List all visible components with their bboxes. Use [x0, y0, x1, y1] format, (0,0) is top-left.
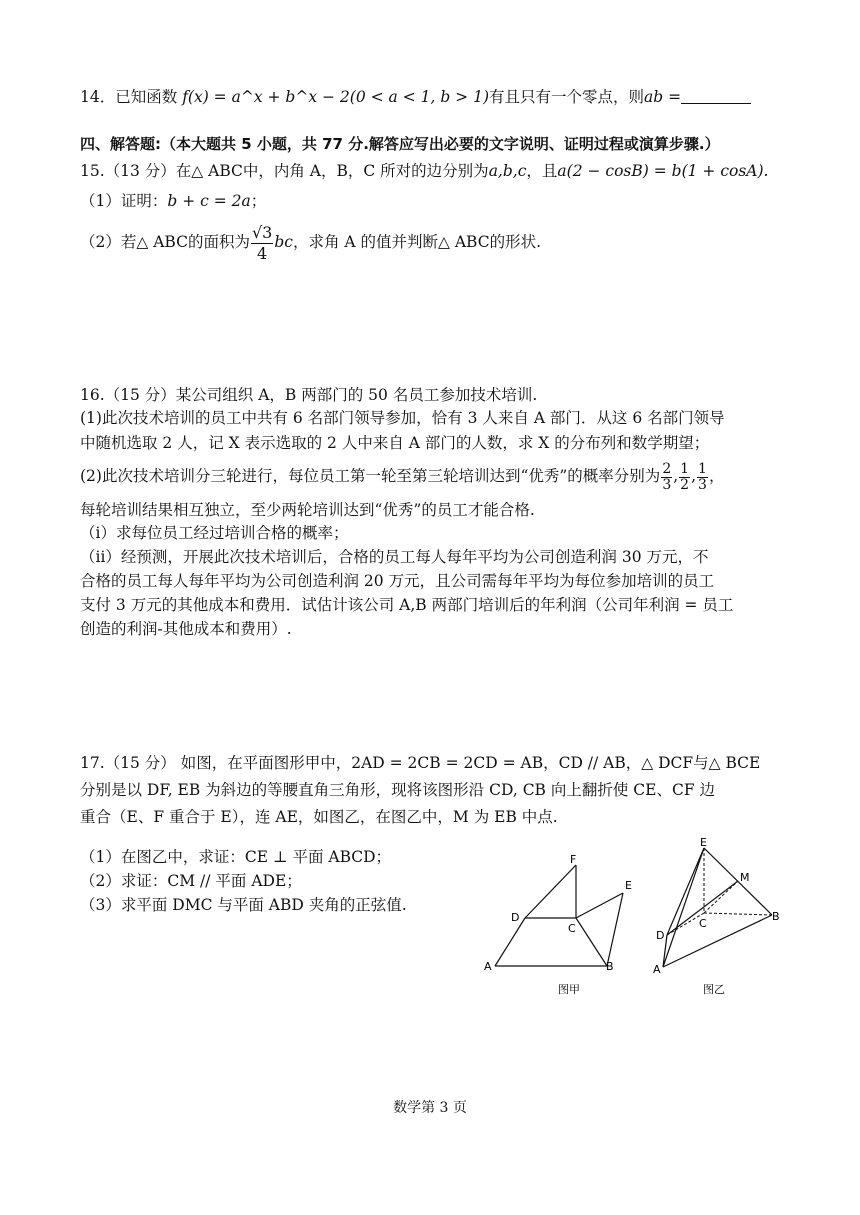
label-c: C	[699, 917, 707, 930]
label-d: D	[656, 929, 665, 942]
q16-p2-line1: (2)此次技术培训分三轮进行，每位员工第一轮至第三轮培训达到“优秀”的概率分别为 $\frac{2}{3}$ , $\frac{1}{2}$ , $\frac{1}{3}$ ，	[80, 460, 725, 493]
q15-p2-text-post: ，求角 A 的值并判断△ ABC的形状.	[292, 233, 541, 251]
q15-part1	[80, 190, 266, 212]
q15-p1-math: b + c = 2a	[167, 192, 251, 210]
figure-jia	[470, 845, 650, 1005]
label-e: E	[700, 836, 707, 849]
q15-head	[80, 160, 768, 182]
q15-sides: a,b,c	[488, 162, 527, 180]
q16-sub-ii-line4: 创造的利润-其他成本和费用）.	[80, 620, 292, 638]
label-c: C	[568, 922, 576, 935]
q16-sub-ii-line2: 合格的员工每人每年平均为公司创造利润 20 万元，且公司需每年平均为每位参加培训的员工	[80, 572, 715, 590]
edge-eb	[607, 893, 623, 966]
q14-text: 已知函数	[115, 88, 178, 106]
q16-p2-text: (2)此次技术培训分三轮进行，每位员工第一轮至第三轮培训达到“优秀”的概率分别为	[80, 467, 661, 485]
q16-p1-line2: 中随机选取 2 人，记 X 表示选取的 2 人中来自 A 部门的人数，求 X 的分布列和数学期望；	[80, 434, 710, 452]
q14-ab: ab =	[644, 88, 682, 106]
edge-da	[495, 918, 525, 966]
q17-line1: 17.（15 分） 如图，在平面图形甲中，2AD = 2CB = 2CD = AB，CD // AB，△ DCF与△ BCE	[80, 754, 761, 772]
caption-jia: 图甲	[558, 983, 580, 996]
edge-cb	[576, 918, 607, 966]
edge-cb-dashed	[704, 913, 772, 915]
figure-yi	[648, 833, 788, 1003]
fraction-numerator: √3	[251, 222, 273, 242]
label-a: A	[484, 960, 492, 973]
fraction-numerator: 1	[698, 460, 707, 477]
caption-yi: 图乙	[703, 983, 725, 996]
edge-ab	[663, 915, 772, 967]
q17-part1: （1）在图乙中，求证：CE ⊥ 平面 ABCD；	[80, 848, 392, 866]
section-title: 四、解答题:（本大题共 5 小题，共 77 分.解答应写出必要的文字说明、证明过程或演算步骤.）	[80, 135, 720, 153]
prob-fraction-2	[679, 462, 690, 493]
q14-function: f(x) = a^x + b^x − 2(0 < a < 1, b > 1)	[182, 88, 489, 106]
q15-part2	[80, 222, 541, 264]
q14-text-mid: 有且只有一个零点，则	[489, 88, 645, 106]
q16-sub-i: （ⅰ）求每位员工经过培训合格的概率；	[80, 524, 349, 542]
q16-p2-line2: 每轮培训结果相互独立，至少两轮培训达到“优秀”的员工才能合格.	[80, 501, 535, 519]
prob-fraction-1	[661, 462, 672, 493]
q15-equation: a(2 − cosB) = b(1 + cosA).	[557, 162, 769, 180]
q16-head: 16.（15 分）某公司组织 A，B 两部门的 50 名员工参加技术培训.	[80, 386, 538, 404]
q15-p1-end: ；	[250, 192, 267, 210]
fraction-denominator: 3	[662, 476, 672, 493]
label-a: A	[653, 963, 661, 976]
fraction-denominator: 4	[257, 243, 268, 263]
q16-p1-line1: (1)此次技术培训的员工中共有 6 名部门领导参加，恰有 3 人来自 A 部门．从这 6 名部门领导	[80, 409, 725, 427]
page-footer: 数学第 3 页	[393, 1100, 467, 1116]
edge-df	[525, 865, 576, 918]
q17-part3: （3）求平面 DMC 与平面 ABD 夹角的正弦值.	[80, 896, 407, 914]
prob-fraction-3	[697, 462, 708, 493]
label-b: B	[606, 960, 614, 973]
q16-sub-ii-line3: 支付 3 万元的其他成本和费用．试估计该公司 A,B 两部门培训后的年利润（公司年利润 = 员工	[80, 596, 734, 614]
q15-text: 15.（13 分）在△ ABC中，内角 A，B，C 所对的边分别为	[80, 162, 489, 180]
q15-text-mid: ，且	[526, 162, 558, 180]
answer-blank	[681, 89, 751, 104]
q15-p2-math: bc	[274, 233, 293, 251]
fraction-numerator: 1	[680, 460, 690, 477]
q15-p1-label: （1）证明：	[80, 192, 168, 210]
fraction-numerator: 2	[662, 460, 672, 477]
edge-ea	[663, 848, 704, 967]
q17-part2: （2）求证：CM // 平面 ADE；	[80, 872, 302, 890]
q17-line3: 重合（E、F 重合于 E），连 AE，如图乙，在图乙中，M 为 EB 中点.	[80, 808, 558, 826]
fraction-denominator: 3	[698, 476, 707, 493]
edge-ce	[576, 893, 623, 918]
edge-cm-dashed	[704, 881, 738, 913]
label-f: F	[570, 853, 577, 866]
area-fraction	[251, 223, 273, 264]
question-number: 14．	[80, 88, 116, 106]
fraction-denominator: 2	[680, 476, 690, 493]
label-m: M	[740, 871, 750, 884]
q14-line	[80, 86, 751, 108]
q16-sub-ii-line1: （ⅱ）经预测，开展此次技术培训后，合格的员工每人每年平均为公司创造利润 30 万元，不	[80, 548, 709, 566]
q15-p2-text: （2）若△ ABC的面积为	[80, 233, 250, 251]
q17-line2: 分别是以 DF, EB 为斜边的等腰直角三角形，现将该图形沿 CD, CB 向上翻折使 CE、CF 边	[80, 781, 716, 799]
label-b: B	[772, 910, 780, 923]
label-e: E	[625, 879, 632, 892]
label-d: D	[511, 911, 520, 924]
